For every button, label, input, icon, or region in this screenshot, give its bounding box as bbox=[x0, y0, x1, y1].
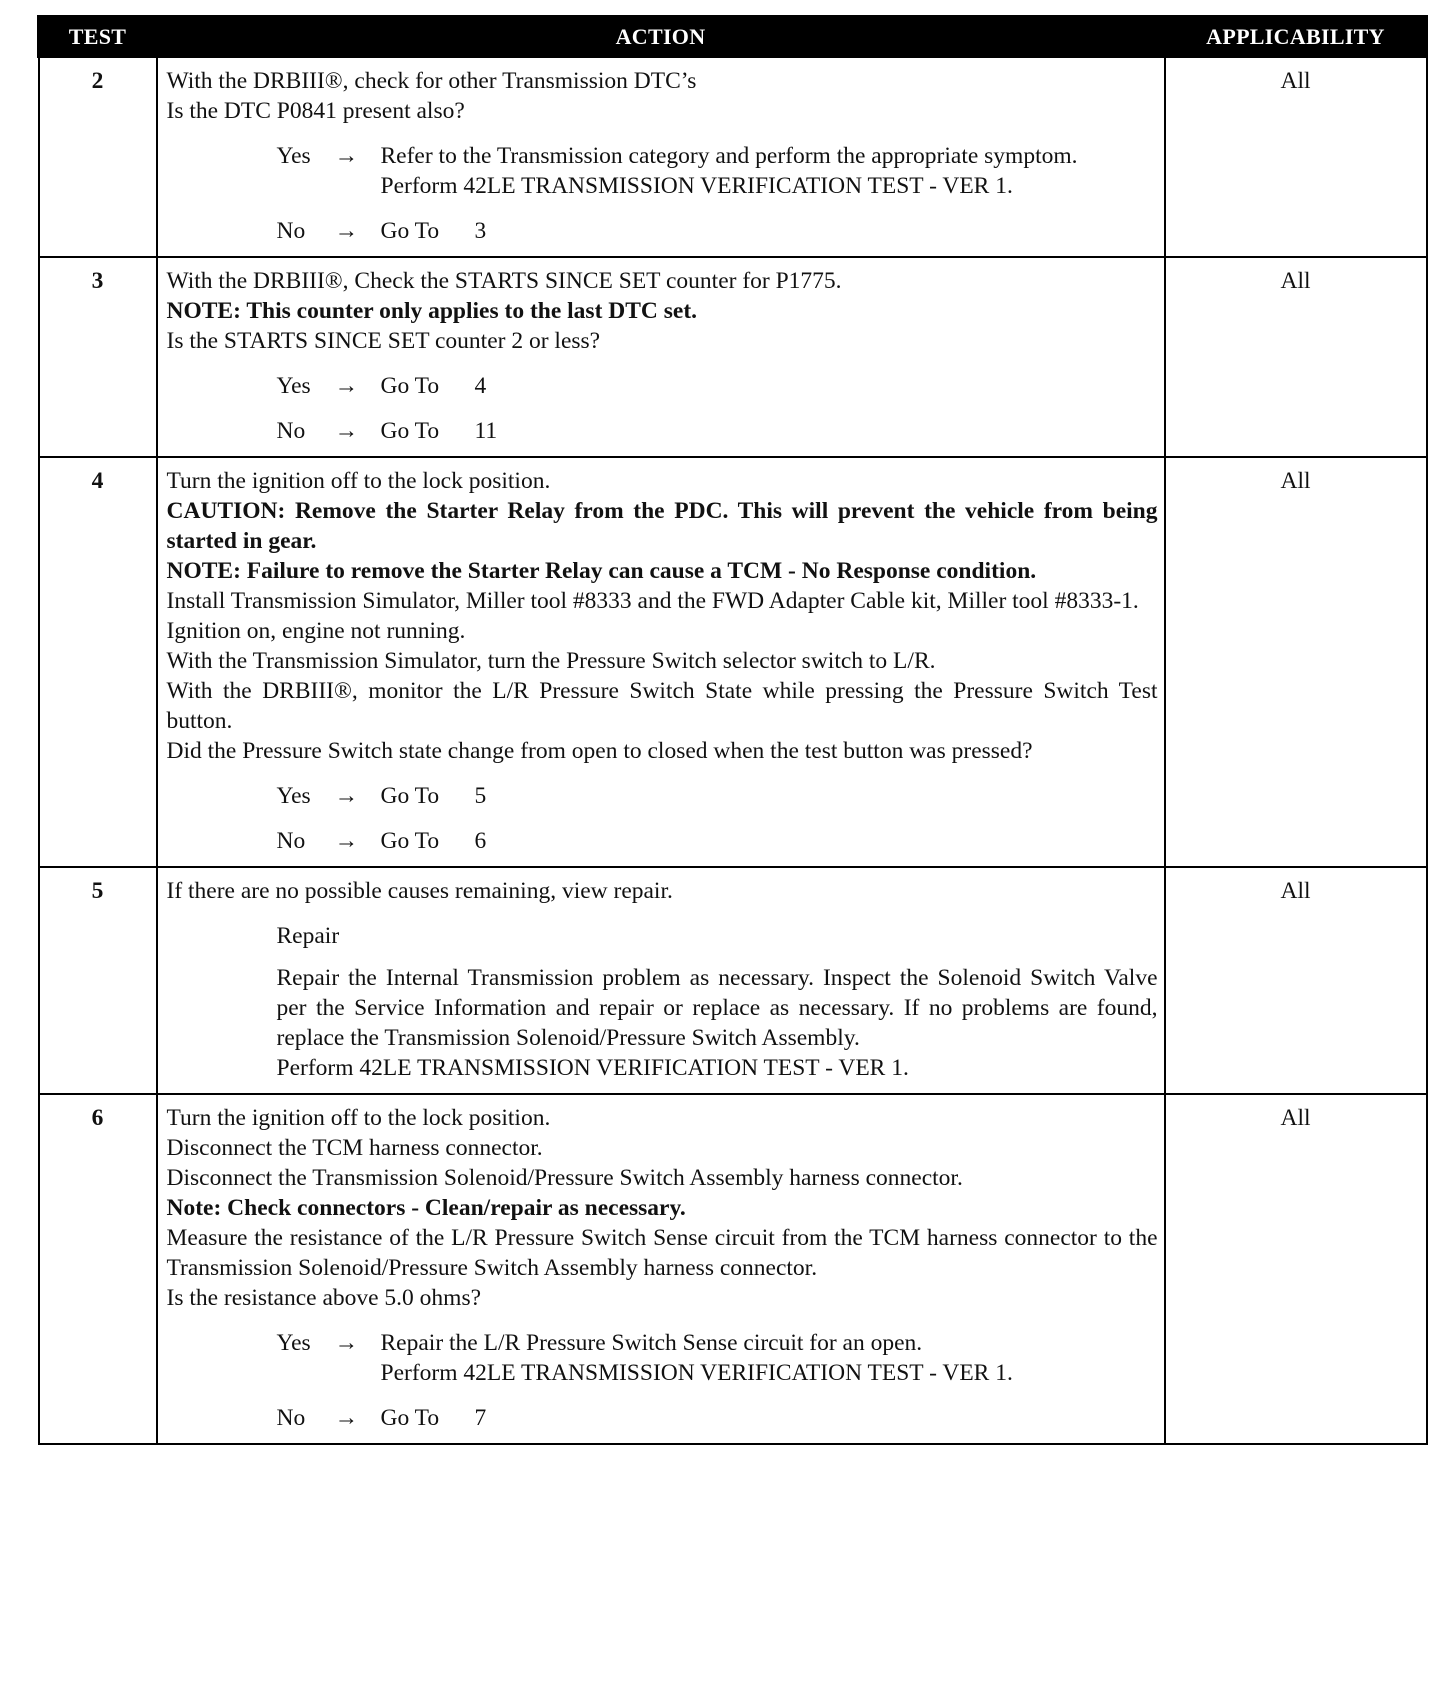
test-number: 4 bbox=[39, 457, 157, 867]
no-label: No bbox=[276, 828, 306, 854]
repair-line: Perform 42LE TRANSMISSION VERIFICATION TEST - VER 1. bbox=[276, 1055, 909, 1081]
arrow-icon: → bbox=[334, 828, 358, 854]
test-number: 5 bbox=[39, 867, 157, 1094]
table-header-row bbox=[39, 17, 1427, 57]
yes-line: Repair the L/R Pressure Switch Sense circuit for an open. bbox=[380, 1330, 923, 1356]
repair-text bbox=[167, 963, 1158, 1083]
arrow-icon: → bbox=[334, 1330, 358, 1356]
goto-label: Go To bbox=[380, 828, 440, 854]
header-test: TEST bbox=[39, 17, 157, 57]
table-row-test-4 bbox=[39, 457, 1427, 867]
goto-label: Go To bbox=[380, 218, 440, 244]
action-cell bbox=[157, 57, 1165, 258]
no-label: No bbox=[276, 418, 306, 444]
arrow-icon: → bbox=[334, 1405, 358, 1431]
applicability-value: All bbox=[1165, 57, 1427, 258]
action-line: Install Transmission Simulator, Miller tool #8333 and the FWD Adapter Cable kit, Miller tool #8333-1. bbox=[166, 588, 1139, 614]
yes-answer bbox=[167, 371, 1158, 401]
yes-text bbox=[381, 141, 1158, 201]
test-number: 2 bbox=[39, 57, 157, 258]
no-text bbox=[381, 216, 1158, 246]
arrow-icon: → bbox=[334, 783, 358, 809]
table-row-test-3 bbox=[39, 257, 1427, 457]
no-answer bbox=[167, 826, 1158, 856]
action-line: Disconnect the Transmission Solenoid/Pressure Switch Assembly harness connector. bbox=[166, 1165, 963, 1191]
no-text bbox=[381, 1403, 1158, 1433]
note-line: NOTE: This counter only applies to the last DTC set. bbox=[166, 298, 698, 324]
action-line: Is the STARTS SINCE SET counter 2 or less? bbox=[166, 328, 601, 354]
arrow-icon: → bbox=[334, 373, 358, 399]
header-action: ACTION bbox=[157, 17, 1165, 57]
action-line: With the DRBIII®, monitor the L/R Pressure Switch State while pressing the Pressure Switch Test button. bbox=[166, 678, 1158, 734]
action-cell bbox=[157, 257, 1165, 457]
table-row-test-2 bbox=[39, 57, 1427, 258]
applicability-value: All bbox=[1165, 867, 1427, 1094]
yes-line: Perform 42LE TRANSMISSION VERIFICATION TEST - VER 1. bbox=[380, 173, 1013, 199]
action-line: Is the resistance above 5.0 ohms? bbox=[166, 1285, 482, 1311]
goto-label: Go To bbox=[380, 418, 440, 444]
no-text bbox=[381, 826, 1158, 856]
goto-target: 11 bbox=[474, 418, 498, 444]
arrow-icon: → bbox=[334, 143, 358, 169]
no-label: No bbox=[276, 218, 306, 244]
note-line: NOTE: Failure to remove the Starter Relay can cause a TCM - No Response condition. bbox=[166, 558, 1037, 584]
goto-label: Go To bbox=[380, 783, 440, 809]
action-line: Ignition on, engine not running. bbox=[166, 618, 466, 644]
applicability-value: All bbox=[1165, 1094, 1427, 1444]
yes-text bbox=[381, 371, 1158, 401]
goto-label: Go To bbox=[380, 1405, 440, 1431]
action-line: Turn the ignition off to the lock position. bbox=[166, 1105, 551, 1131]
yes-label: Yes bbox=[276, 1330, 311, 1356]
caution-line: CAUTION: Remove the Starter Relay from the PDC. This will prevent the vehicle from being started in gear. bbox=[166, 498, 1158, 554]
table-row-test-6 bbox=[39, 1094, 1427, 1444]
action-line: With the Transmission Simulator, turn the Pressure Switch selector switch to L/R. bbox=[166, 648, 936, 674]
test-number: 3 bbox=[39, 257, 157, 457]
arrow-icon: → bbox=[334, 218, 358, 244]
yes-answer bbox=[167, 781, 1158, 811]
action-line: Measure the resistance of the L/R Pressure Switch Sense circuit from the TCM harness connector to the Transmission Solenoid/Pressure Switch Assembly harness connector. bbox=[166, 1225, 1158, 1281]
no-answer bbox=[167, 1403, 1158, 1433]
yes-text bbox=[381, 1328, 1158, 1388]
no-answer bbox=[167, 416, 1158, 446]
goto-label: Go To bbox=[380, 373, 440, 399]
repair-label: Repair bbox=[276, 923, 340, 949]
diagnostic-test-table bbox=[37, 15, 1428, 1445]
note-line: Note: Check connectors - Clean/repair as necessary. bbox=[166, 1195, 686, 1221]
header-applicability: APPLICABILITY bbox=[1165, 17, 1427, 57]
yes-label: Yes bbox=[276, 783, 311, 809]
action-cell bbox=[157, 1094, 1165, 1444]
action-line: Is the DTC P0841 present also? bbox=[166, 98, 465, 124]
applicability-value: All bbox=[1165, 257, 1427, 457]
goto-target: 4 bbox=[474, 373, 487, 399]
yes-line: Perform 42LE TRANSMISSION VERIFICATION TEST - VER 1. bbox=[380, 1360, 1013, 1386]
yes-text bbox=[381, 781, 1158, 811]
test-number: 6 bbox=[39, 1094, 157, 1444]
no-label: No bbox=[276, 1405, 306, 1431]
action-line: Turn the ignition off to the lock position. bbox=[166, 468, 551, 494]
repair-line: Repair the Internal Transmission problem as necessary. Inspect the Solenoid Switch Valve per the Service Information and repair or replace as necessary. If no problems are found, replace the Transmission Solenoid/Pressure Switch Assembly. bbox=[276, 965, 1158, 1051]
yes-answer bbox=[167, 1328, 1158, 1388]
goto-target: 3 bbox=[474, 218, 487, 244]
yes-label: Yes bbox=[276, 373, 311, 399]
arrow-icon: → bbox=[334, 418, 358, 444]
action-line: With the DRBIII®, check for other Transmission DTC’s bbox=[166, 68, 697, 94]
action-cell bbox=[157, 457, 1165, 867]
goto-target: 6 bbox=[474, 828, 487, 854]
action-line: If there are no possible causes remaining, view repair. bbox=[166, 878, 673, 904]
action-line: Did the Pressure Switch state change from open to closed when the test button was pressed? bbox=[166, 738, 1033, 764]
action-line: With the DRBIII®, Check the STARTS SINCE SET counter for P1775. bbox=[166, 268, 842, 294]
action-cell bbox=[157, 867, 1165, 1094]
action-line: Disconnect the TCM harness connector. bbox=[166, 1135, 543, 1161]
yes-line: Refer to the Transmission category and perform the appropriate symptom. bbox=[380, 143, 1078, 169]
goto-target: 7 bbox=[474, 1405, 487, 1431]
yes-answer bbox=[167, 141, 1158, 201]
yes-label: Yes bbox=[276, 143, 311, 169]
applicability-value: All bbox=[1165, 457, 1427, 867]
no-answer bbox=[167, 216, 1158, 246]
goto-target: 5 bbox=[474, 783, 487, 809]
table-row-test-5 bbox=[39, 867, 1427, 1094]
no-text bbox=[381, 416, 1158, 446]
